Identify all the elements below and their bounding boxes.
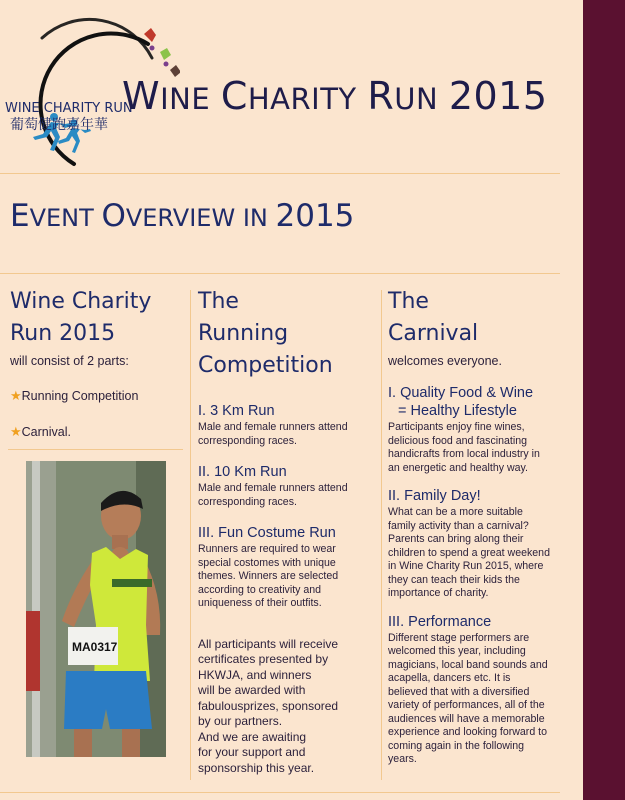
carnival-item-text: Participants enjoy fine wines, delicious food and fascinating handicrafts from local industry in an energetic and healthy way. [388, 421, 540, 474]
right-sidebar-band [583, 0, 625, 800]
race-description: Runners are required to wear special costomes with unique themes. Winners are selected according to creativity and uniqueness of their outfits. [198, 543, 339, 609]
intro-heading: Wine Charity Run 2015 [10, 289, 152, 346]
carnival-column [388, 286, 583, 767]
race-title: III. Fun Costume Run [198, 525, 336, 541]
carnival-item-text: Different stage performers are welcomed this year, including magicians, local band sounds and acapella, dancers etc. It is believed that with a diversified variety of performances, all of the audiences will have a memorable experience and looking forward to coming again in the following years. [388, 631, 548, 765]
divider [0, 792, 560, 793]
column-divider [190, 290, 191, 780]
carnival-intro: welcomes everyone. [388, 354, 502, 368]
section-title: EVENT OVERVIEW IN 2015 [10, 198, 355, 234]
race-description: Male and female runners attend corresponding races. [198, 421, 348, 447]
main-title: WINE CHARITY RUN 2015 [122, 74, 548, 118]
intro-text: will consist of 2 parts: [10, 354, 129, 368]
closing-paragraph: All participants will receive certificates presented by HKWJA, and winners will be awarded with fabulousprizes, sponsored by our partners. And we are awaiting for your support and sponsorship this year. [198, 636, 339, 775]
running-heading: The Running Competition [198, 289, 333, 378]
carnival-item-title: II. Family Day! [388, 488, 481, 504]
race-bib-number: MA0317 [72, 640, 118, 654]
carnival-item-title: III. Performance [388, 613, 492, 630]
runner-photo [26, 461, 166, 757]
carnival-heading: The Carnival [388, 289, 479, 346]
bullet-item: ★Running Competition [10, 388, 139, 403]
star-icon: ★ [10, 388, 22, 403]
divider [0, 273, 560, 274]
star-icon: ★ [10, 424, 22, 439]
logo-wordmark: WINE CHARITY RUN [5, 101, 133, 116]
carnival-item-title: I. Quality Food & Wine = Healthy Lifestyle [388, 385, 534, 419]
race-title: II. 10 Km Run [198, 464, 287, 480]
logo-chinese-name: 葡萄健跑嘉年華 [10, 117, 108, 133]
divider [0, 173, 560, 174]
bullet-item: ★Carnival. [10, 424, 71, 439]
intro-column [10, 286, 180, 440]
column-divider [381, 290, 382, 780]
divider [8, 449, 183, 450]
race-title: I. 3 Km Run [198, 403, 275, 419]
running-competition-column [198, 286, 378, 776]
race-description: Male and female runners attend corresponding races. [198, 482, 348, 508]
carnival-item-text: What can be a more suitable family activity than a carnival? Parents can bring along their children to spend a great weekend in Wine Charity Run 2015, where they can teach their kids the importance of charity. [388, 506, 550, 599]
